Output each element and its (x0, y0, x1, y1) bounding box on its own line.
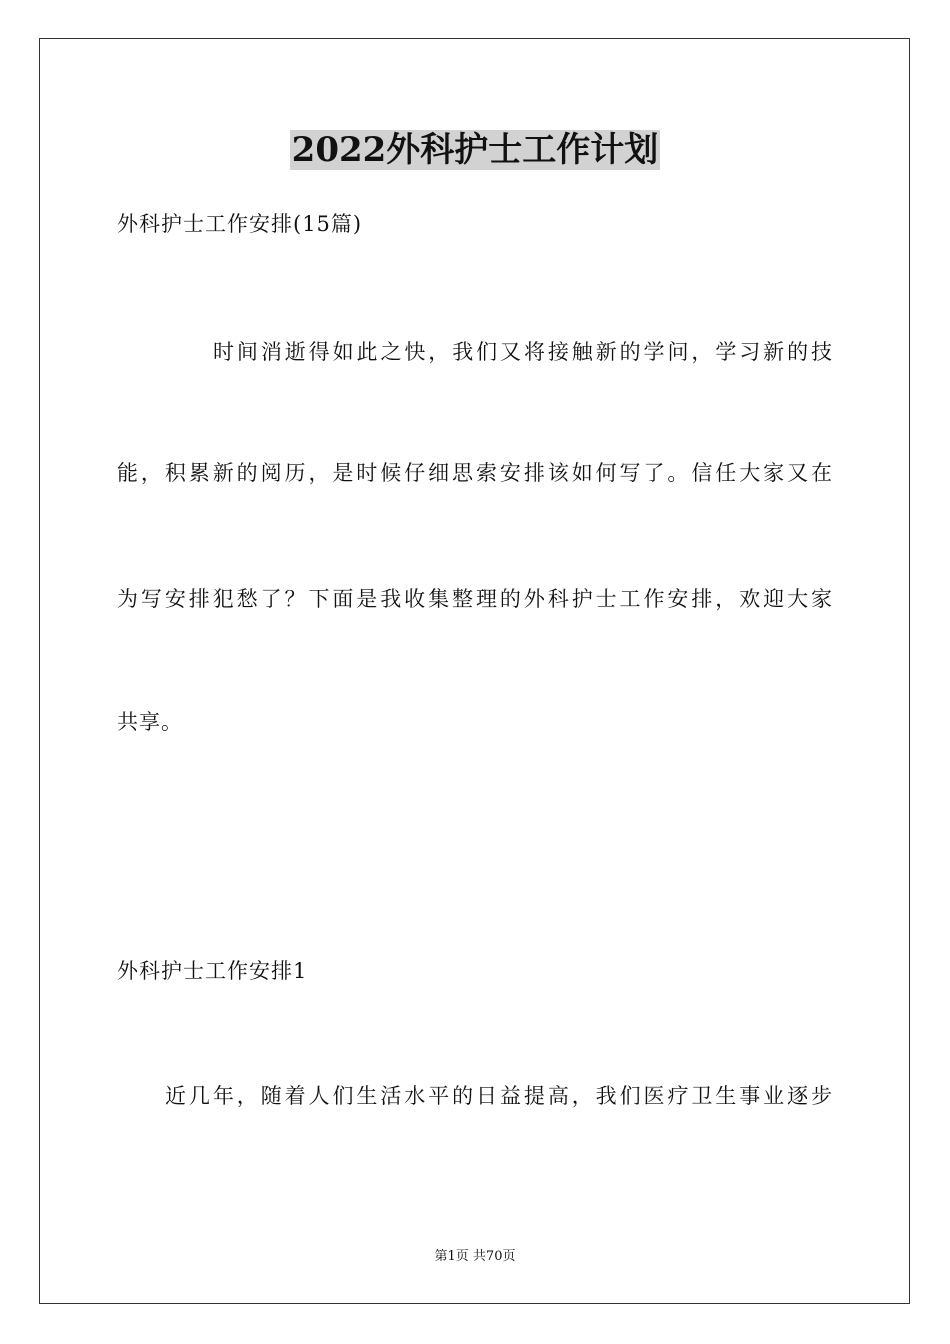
document-title-text: 2022外科护士工作计划 (291, 130, 659, 170)
page-footer: 第1页 共70页 (434, 1249, 516, 1264)
intro-paragraph-line: 时间消逝得如此之快，我们又将接触新的学问，学习新的技 (213, 340, 833, 364)
intro-paragraph-line: 为写安排犯愁了？下面是我收集整理的外科护士工作安排，欢迎大家 (117, 587, 833, 611)
intro-paragraph-line: 能，积累新的阅历，是时候仔细思索安排该如何写了。信任大家又在 (117, 461, 833, 485)
intro-paragraph-line: 共享。 (117, 710, 183, 734)
section-paragraph-line: 近几年，随着人们生活水平的日益提高，我们医疗卫生事业逐步 (165, 1084, 833, 1108)
document-subtitle: 外科护士工作安排(15篇) (117, 212, 363, 236)
document-title (0, 128, 950, 172)
section-heading: 外科护士工作安排1 (117, 959, 308, 983)
